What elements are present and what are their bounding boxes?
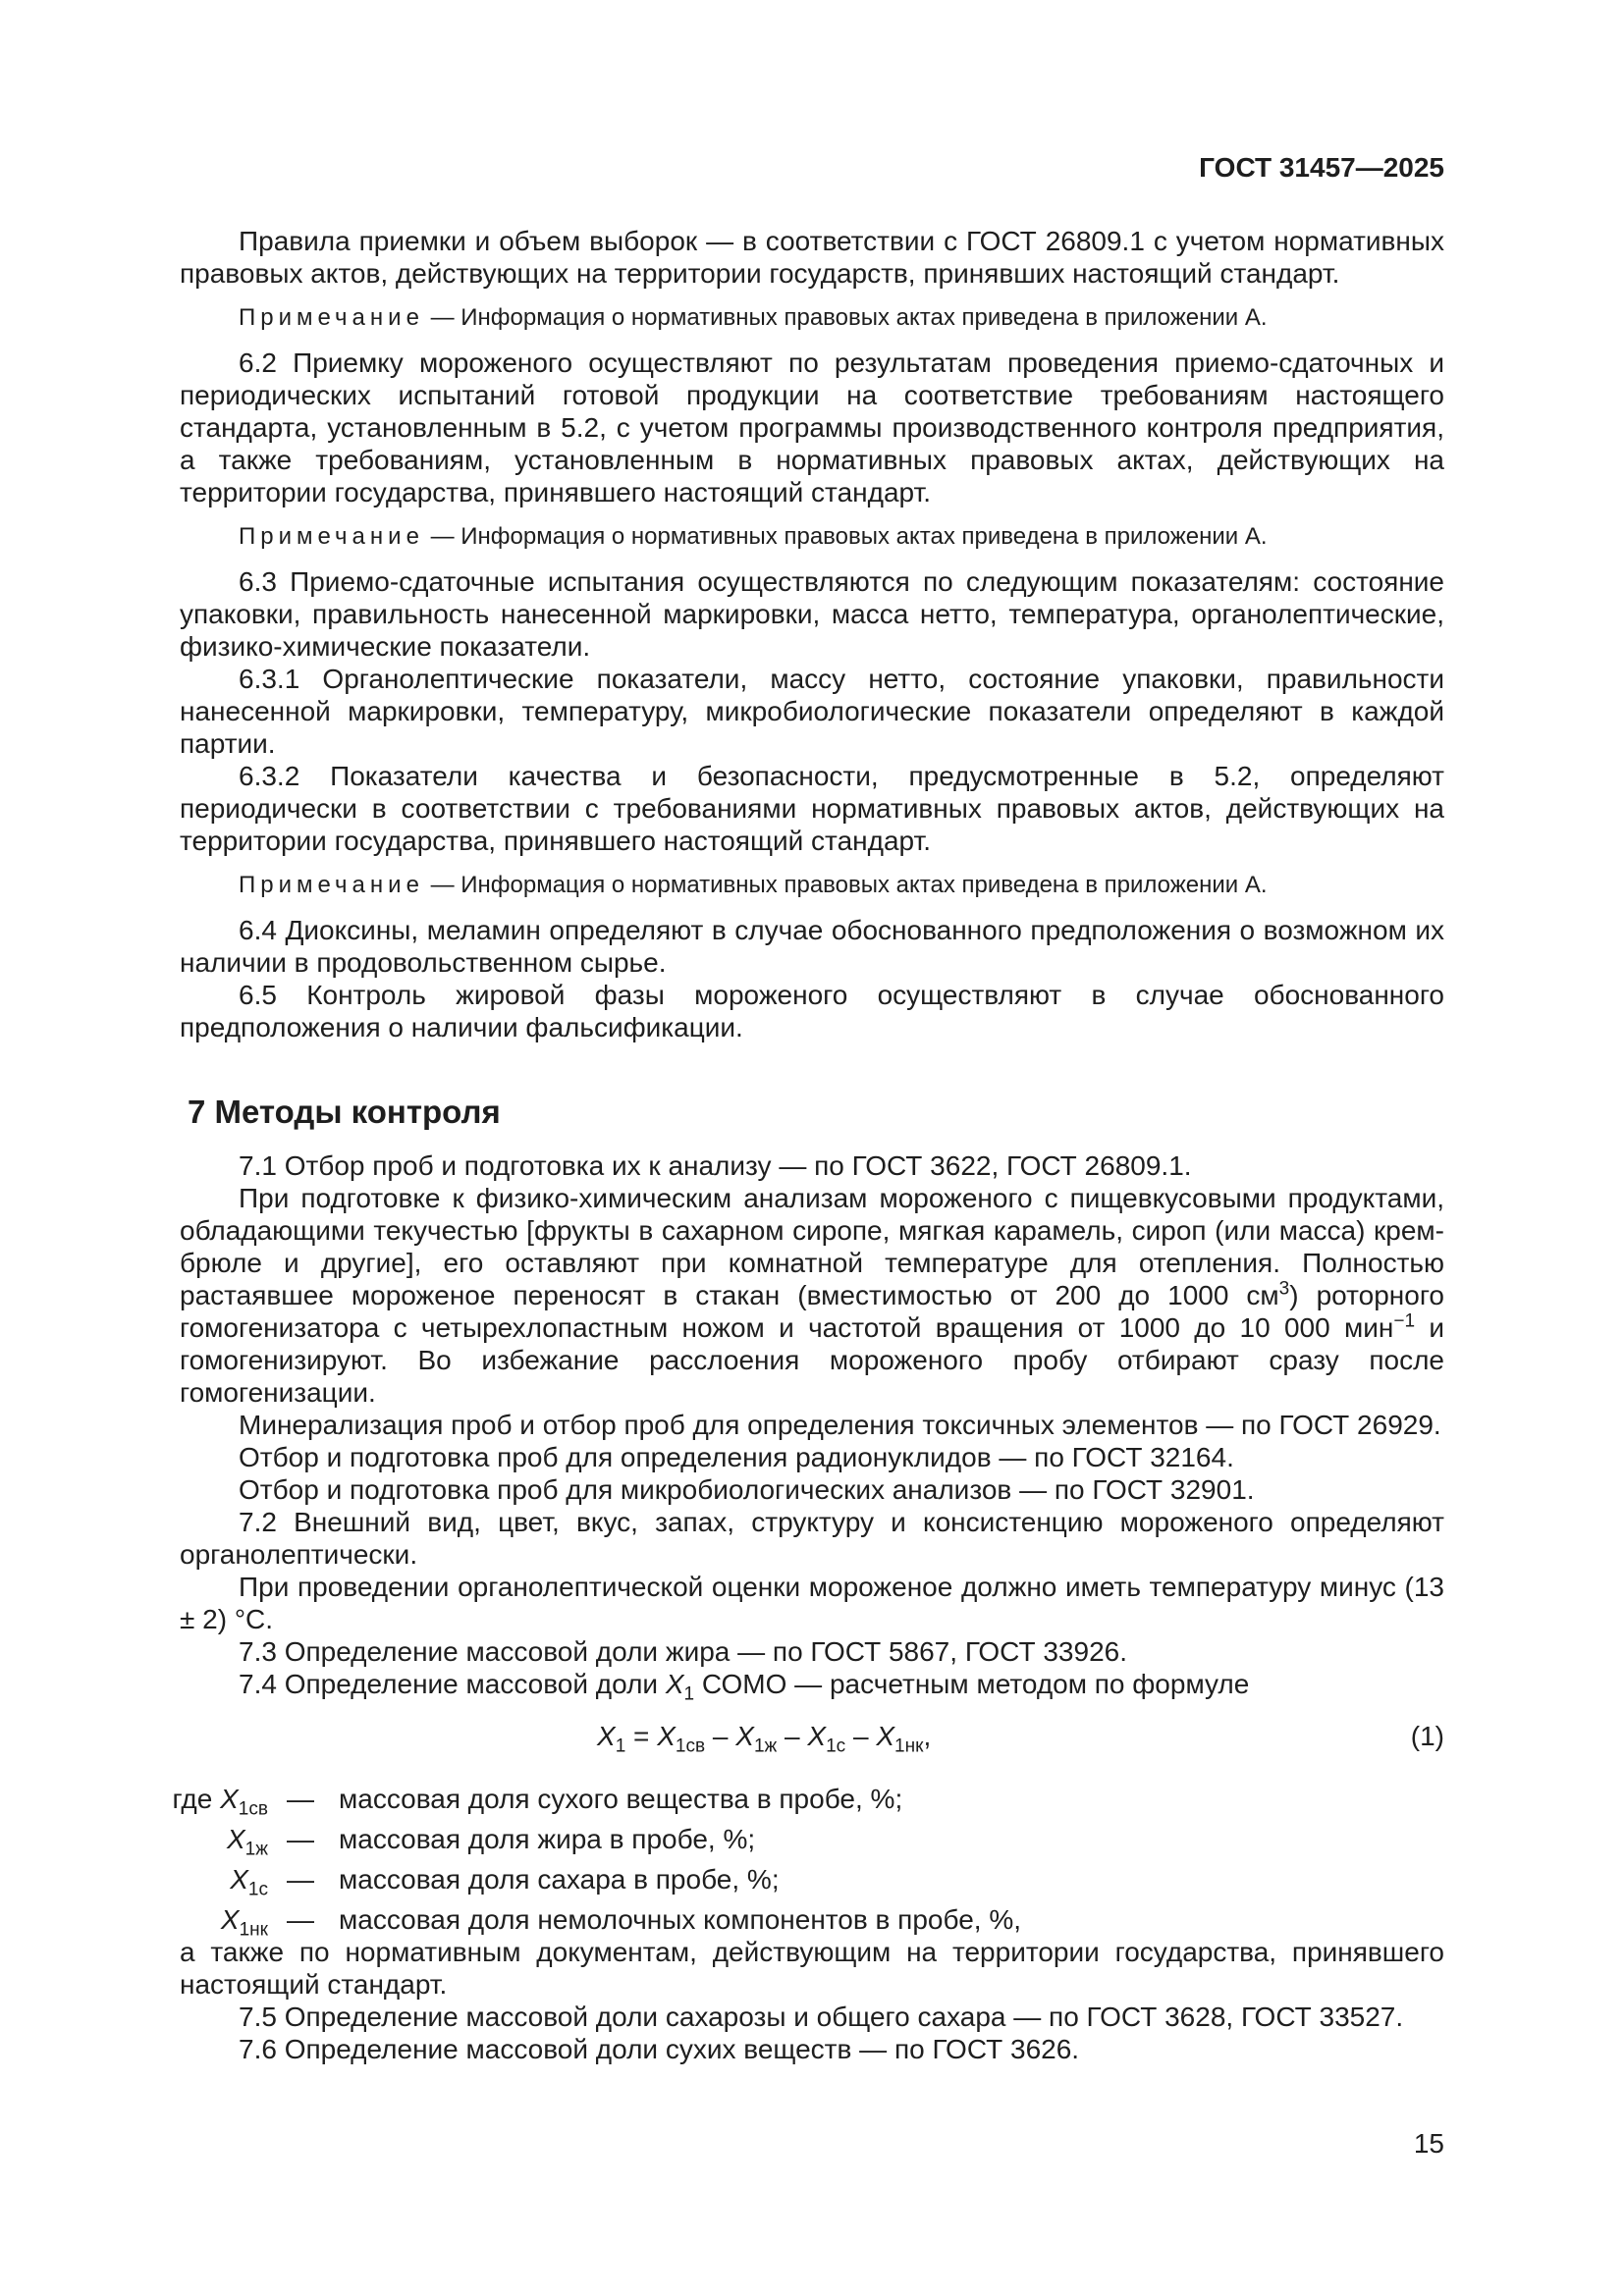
paragraph-7-1: 7.1 Отбор проб и подготовка их к анализу — по ГОСТ 3622, ГОСТ 26809.1. — [239, 1150, 1192, 1181]
variable: X — [230, 1864, 248, 1895]
paragraph-6-3-2: 6.3.2 Показатели качества и безопасности, предусмотренные в 5.2, определяют периодически в соответствии с требованиями нормативных правовых актов, действующих на территории государства, принявшего настоящий стандарт. — [180, 761, 1444, 856]
definition-dash: — — [287, 1904, 314, 1935]
paragraph-6-2: 6.2 Приемку мороженого осуществляют по результатам проведения приемо-сдаточных и периодических испытаний готовой продукции на соответствие требованиям настоящего стандарта, установленным в 5.2, с учетом программы производственного контроля предприятия, а также требованиям, установленным в нормативных правовых актах, действующих на территории государства, принявшего настоящий стандарт. — [180, 347, 1444, 507]
note-text: — Информация о нормативных правовых актах приведена в приложении А. — [423, 304, 1268, 331]
variable: X — [657, 1721, 676, 1751]
formula-definitions — [172, 1775, 1444, 1941]
page-number: 15 — [1413, 2128, 1444, 2159]
subscript: 1ж — [753, 1735, 778, 1757]
definition-dash: — — [287, 1864, 314, 1895]
definition-text: массовая доля сухого вещества в пробе, %; — [339, 1784, 903, 1814]
subscript: 1св — [675, 1735, 706, 1757]
definition-text: массовая доля жира в пробе, %; — [339, 1824, 756, 1854]
paragraph-7-6: 7.6 Определение массовой доли сухих веществ — по ГОСТ 3626. — [239, 2034, 1080, 2064]
paragraph-7-3: 7.3 Определение массовой доли жира — по ГОСТ 5867, ГОСТ 33926. — [239, 1636, 1127, 1667]
superscript: 3 — [1278, 1278, 1290, 1300]
formula-number: (1) — [1410, 1721, 1444, 1751]
subscript: 1ж — [244, 1839, 268, 1860]
definition-row — [172, 1775, 1444, 1820]
subscript: 1 — [615, 1735, 626, 1757]
subscript: 1 — [683, 1683, 695, 1705]
definition-row — [180, 1855, 1444, 1900]
where-word: где — [172, 1784, 221, 1814]
variable: X — [665, 1669, 684, 1699]
definition-symbol — [131, 1863, 268, 1900]
punctuation: , — [923, 1721, 932, 1751]
paragraph-7-1-microbiology: Отбор и подготовка проб для микробиологических анализов — по ГОСТ 32901. — [239, 1474, 1255, 1505]
paragraph-6-3: 6.3 Приемо-сдаточные испытания осуществляются по следующим показателям: состояние упаковки, правильность нанесенной маркировки, масса нетто, температура, органолептические, физико-химические показатели. — [180, 566, 1444, 662]
variable: X — [220, 1904, 240, 1935]
note-text: — Информация о нормативных правовых актах приведена в приложении А. — [423, 872, 1268, 898]
paragraph-7-1-preparation — [180, 1182, 1444, 1409]
definition-symbol — [131, 1903, 268, 1941]
paragraph-acceptance-rules: Правила приемки и объем выборок — в соответствии с ГОСТ 26809.1 с учетом нормативных правовых актов, действующих на территории государств, принявших настоящий стандарт. — [180, 226, 1444, 289]
paragraph-7-2: 7.2 Внешний вид, цвет, вкус, запах, структуру и консистенцию мороженого определяют органолептически. — [180, 1507, 1444, 1570]
text-run: ) роторного гомогенизатора с четырехлопастным ножом и частотой вращения от 1000 до 10 000 мин — [180, 1280, 1444, 1343]
definition-symbol — [131, 1823, 268, 1860]
paragraph-definitions-after: а также по нормативным документам, действующим на территории государства, принявшего настоящий стандарт. — [180, 1937, 1444, 2000]
paragraph-7-4 — [180, 1668, 1444, 1705]
superscript: −1 — [1393, 1310, 1416, 1332]
definition-text: массовая доля немолочных компонентов в пробе, %, — [339, 1904, 1022, 1935]
formula-1 — [180, 1716, 1444, 1765]
paragraph-7-2-temperature: При проведении органолептической оценки мороженое должно иметь температуру минус (13 ± 2) °С. — [180, 1572, 1444, 1634]
note-label: Примечание — [239, 304, 424, 331]
note-label: Примечание — [239, 872, 424, 898]
formula-expression — [597, 1720, 932, 1757]
definition-text: массовая доля сахара в пробе, %; — [339, 1864, 780, 1895]
operator: – — [845, 1721, 877, 1751]
definition-row — [180, 1815, 1444, 1860]
paragraph-6-4: 6.4 Диоксины, меламин определяют в случае обоснованного предположения о возможном их наличии в продовольственном сырье. — [180, 915, 1444, 978]
subscript: 1нк — [239, 1919, 268, 1941]
document-header-id: ГОСТ 31457—2025 — [1199, 152, 1444, 183]
note-label: Примечание — [239, 523, 424, 550]
document-body — [172, 225, 1444, 2065]
subscript: 1св — [238, 1798, 268, 1820]
variable: X — [876, 1721, 895, 1751]
section-heading-7: 7 Методы контроля — [188, 1094, 501, 1130]
text-run: 7.4 Определение массовой доли — [239, 1669, 666, 1699]
paragraph-7-5: 7.5 Определение массовой доли сахарозы и общего сахара — по ГОСТ 3628, ГОСТ 33527. — [239, 2002, 1404, 2032]
definition-row — [180, 1896, 1444, 1941]
variable: X — [226, 1824, 245, 1854]
definition-symbol — [131, 1783, 268, 1820]
note-text: — Информация о нормативных правовых актах приведена в приложении А. — [423, 523, 1268, 550]
operator: – — [705, 1721, 736, 1751]
subscript: 1нк — [894, 1735, 924, 1757]
variable: X — [597, 1721, 616, 1751]
subscript: 1с — [826, 1735, 846, 1757]
note-1 — [180, 303, 1444, 333]
operator: – — [777, 1721, 808, 1751]
variable: X — [735, 1721, 754, 1751]
variable: X — [807, 1721, 827, 1751]
paragraph-7-1-mineralization: Минерализация проб и отбор проб для определения токсичных элементов — по ГОСТ 26929. — [239, 1410, 1441, 1440]
text-run: СОМО — расчетным методом по формуле — [694, 1669, 1250, 1699]
paragraph-6-5: 6.5 Контроль жировой фазы мороженого осуществляют в случае обоснованного предположения о наличии фальсификации. — [180, 980, 1444, 1042]
text-run: При подготовке к физико-химическим анализам мороженого с пищевкусовыми продуктами, обладающими текучестью [фрукты в сахарном сиропе, мягкая карамель, сироп (или масса) крем-брюле и другие], его оставляют при комнатной температуре для отепления. Полностью растаявшее мороженое переносят в стакан (вместимостью от 200 до 1000 см — [180, 1183, 1444, 1310]
paragraph-7-1-radionuclides: Отбор и подготовка проб для определения радионуклидов — по ГОСТ 32164. — [239, 1442, 1234, 1472]
note-3 — [180, 871, 1444, 900]
text-run: и гомогенизируют. Во избежание расслоения мороженого пробу отбирают сразу после гомогенизации. — [180, 1312, 1444, 1408]
subscript: 1с — [247, 1879, 268, 1900]
definition-dash: — — [287, 1784, 314, 1814]
variable: X — [220, 1784, 239, 1814]
operator: = — [625, 1721, 658, 1751]
paragraph-6-3-1: 6.3.1 Органолептические показатели, массу нетто, состояние упаковки, правильности нанесенной маркировки, температуру, микробиологические показатели определяют в каждой партии. — [180, 664, 1444, 759]
note-2 — [180, 522, 1444, 552]
definition-dash: — — [287, 1824, 314, 1854]
